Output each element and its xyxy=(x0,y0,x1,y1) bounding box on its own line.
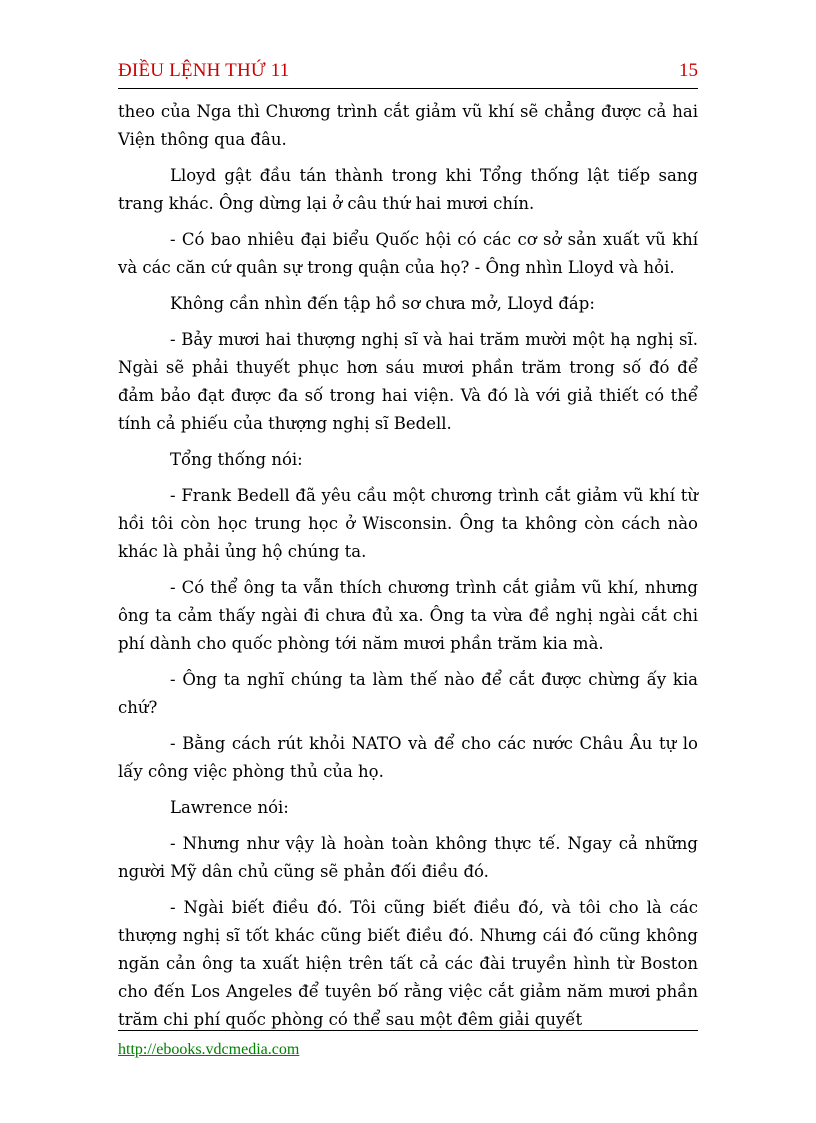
book-title: ĐIỀU LỆNH THỨ 11 xyxy=(118,60,290,81)
page-number: 15 xyxy=(679,60,698,81)
paragraph: - Bằng cách rút khỏi NATO và để cho các nước Châu Âu tự lo lấy công việc phòng thủ của họ. xyxy=(118,734,698,781)
paragraph: Không cần nhìn đến tập hồ sơ chưa mở, Lloyd đáp: xyxy=(170,294,595,313)
paragraph: Lawrence nói: xyxy=(170,798,289,817)
paragraph: - Ngài biết điều đó. Tôi cũng biết điều đó, và tôi cho là các thượng nghị sĩ tốt khác cũng biết điều đó. Nhưng cái đó cũng không ngăn cản ông ta xuất hiện trên tất cả các đài truyền hình từ Boston cho đến Los Angeles để tuyên bố rằng việc cắt giảm năm mươi phần trăm chi phí quốc phòng có thể sau một đêm giải quyết xyxy=(118,898,698,1029)
footer-link[interactable]: http://ebooks.vdcmedia.com xyxy=(118,1041,300,1058)
paragraph: - Có bao nhiêu đại biểu Quốc hội có các cơ sở sản xuất vũ khí và các căn cứ quân sự trong quận của họ? - Ông nhìn Lloyd và hỏi. xyxy=(118,230,698,277)
paragraph: - Frank Bedell đã yêu cầu một chương trình cắt giảm vũ khí từ hồi tôi còn học trung học ở Wisconsin. Ông ta không còn cách nào khác là phải ủng hộ chúng ta. xyxy=(118,486,698,561)
paragraph: Lloyd gật đầu tán thành trong khi Tổng thống lật tiếp sang trang khác. Ông dừng lại ở câu thứ hai mươi chín. xyxy=(118,166,698,213)
page-header xyxy=(118,60,698,89)
page-body xyxy=(118,98,698,1042)
footer-divider xyxy=(118,1030,698,1031)
paragraph: - Ông ta nghĩ chúng ta làm thế nào để cắt được chừng ấy kia chứ? xyxy=(118,670,698,717)
paragraph: - Nhưng như vậy là hoàn toàn không thực tế. Ngay cả những người Mỹ dân chủ cũng sẽ phản đối điều đó. xyxy=(118,834,698,881)
paragraph: - Bảy mươi hai thượng nghị sĩ và hai trăm mười một hạ nghị sĩ. Ngài sẽ phải thuyết phục hơn sáu mươi phần trăm trong số đó để đảm bảo đạt được đa số trong hai viện. Và đó là với giả thiết có thể tính cả phiếu của thượng nghị sĩ Bedell. xyxy=(118,330,698,433)
paragraph: Tổng thống nói: xyxy=(170,450,303,469)
paragraph: theo của Nga thì Chương trình cắt giảm vũ khí sẽ chẳng được cả hai Viện thông qua đâu. xyxy=(118,102,698,149)
paragraph: - Có thể ông ta vẫn thích chương trình cắt giảm vũ khí, nhưng ông ta cảm thấy ngài đi chưa đủ xa. Ông ta vừa đề nghị ngài cắt chi phí dành cho quốc phòng tới năm mươi phần trăm kia mà. xyxy=(118,578,698,653)
